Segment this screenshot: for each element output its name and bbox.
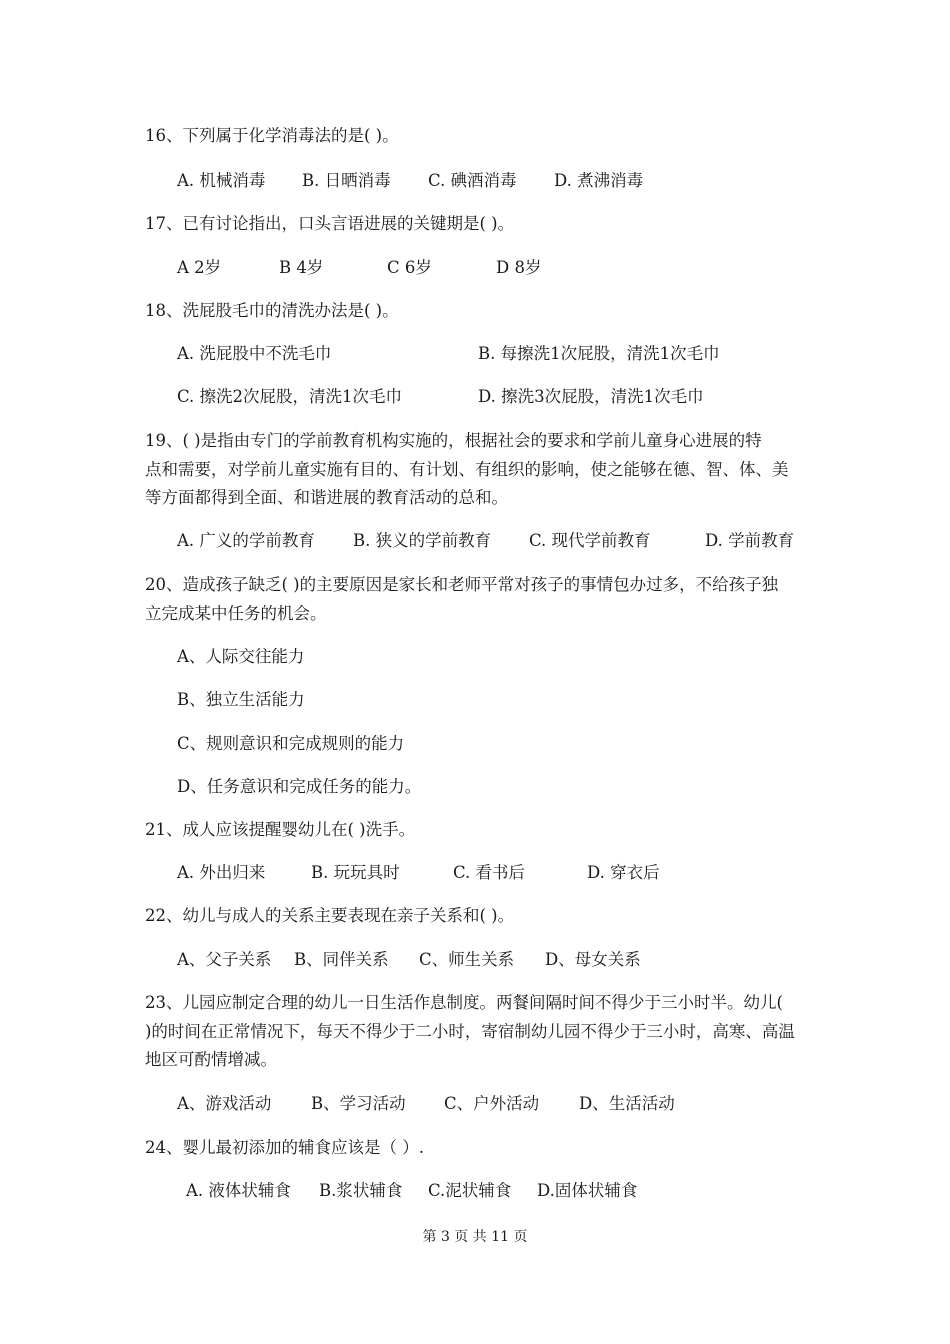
question-16-option-c: C. 碘酒消毒 — [428, 171, 517, 190]
page-number-footer: 第 3 页 共 11 页 — [422, 1229, 528, 1245]
question-19-option-a: A. 广义的学前教育 — [177, 531, 315, 550]
question-21-option-a: A. 外出归来 — [177, 863, 266, 882]
question-22-option-b: B、同伴关系 — [294, 950, 389, 969]
question-19-option-d: D. 学前教育 — [705, 531, 795, 550]
question-16-option-b: B. 日晒消毒 — [302, 171, 391, 190]
question-19-stem-line-2: 点和需要，对学前儿童实施有目的、有计划、有组织的影响，使之能够在德、智、体、美 — [145, 460, 789, 479]
question-22-stem: 22、幼儿与成人的关系主要表现在亲子关系和( )。 — [145, 906, 515, 925]
question-19-stem-line-3: 等方面都得到全面、和谐进展的教育活动的总和。 — [145, 488, 508, 507]
question-20-option-a: A、人际交往能力 — [177, 647, 305, 666]
question-24-stem: 24、婴儿最初添加的辅食应该是（ ）. — [145, 1138, 424, 1157]
question-18-option-c: C. 擦洗2次屁股，清洗1次毛巾 — [177, 387, 403, 406]
question-17-option-b: B 4岁 — [279, 258, 324, 277]
question-23-stem-line-3: 地区可酌情增减。 — [145, 1050, 277, 1069]
question-20-option-d: D、任务意识和完成任务的能力。 — [177, 777, 422, 796]
question-16-option-a: A. 机械消毒 — [177, 171, 266, 190]
question-19-option-b: B. 狭义的学前教育 — [353, 531, 492, 550]
question-19-option-c: C. 现代学前教育 — [529, 531, 651, 550]
question-20-stem-line-1: 20、造成孩子缺乏( )的主要原因是家长和老师平常对孩子的事情包办过多，不给孩子独 — [145, 575, 779, 594]
question-21-stem: 21、成人应该提醒婴幼儿在( )洗手。 — [145, 820, 416, 839]
question-22-option-a: A、父子关系 — [177, 950, 272, 969]
question-16-option-d: D. 煮沸消毒 — [554, 171, 644, 190]
question-18-option-a: A. 洗屁股中不洗毛巾 — [177, 344, 332, 363]
question-18-option-b: B. 每擦洗1次屁股，清洗1次毛巾 — [478, 344, 720, 363]
question-21-option-c: C. 看书后 — [453, 863, 526, 882]
question-20-stem-line-2: 立完成某中任务的机会。 — [145, 604, 327, 623]
question-23-option-c: C、户外活动 — [444, 1094, 540, 1113]
question-16-stem: 16、下列属于化学消毒法的是( )。 — [145, 126, 399, 145]
question-23-option-b: B、学习活动 — [311, 1094, 406, 1113]
question-23-stem-line-2: )的时间在正常情况下，每天不得少于二小时，寄宿制幼儿园不得少于三小时，高寒、高温 — [145, 1022, 795, 1041]
question-17-option-c: C 6岁 — [387, 258, 432, 277]
question-18-option-d: D. 擦洗3次屁股，清洗1次毛巾 — [478, 387, 704, 406]
question-18-stem: 18、洗屁股毛巾的清洗办法是( )。 — [145, 301, 399, 320]
question-23-option-a: A、游戏活动 — [177, 1094, 272, 1113]
question-22-option-d: D、母女关系 — [545, 950, 641, 969]
question-21-option-b: B. 玩玩具时 — [311, 863, 400, 882]
question-24-option-b: B.浆状辅食 — [319, 1181, 403, 1200]
question-17-option-a: A 2岁 — [177, 258, 222, 277]
question-21-option-d: D. 穿衣后 — [587, 863, 660, 882]
question-20-option-b: B、独立生活能力 — [177, 690, 305, 709]
question-19-stem-line-1: 19、( )是指由专门的学前教育机构实施的，根据社会的要求和学前儿童身心进展的特 — [145, 431, 762, 450]
question-17-stem: 17、已有讨论指出，口头言语进展的关键期是( )。 — [145, 214, 515, 233]
question-24-option-d: D.固体状辅食 — [537, 1181, 638, 1200]
question-24-option-a: A. 液体状辅食 — [186, 1181, 291, 1200]
question-17-option-d: D 8岁 — [496, 258, 542, 277]
question-23-stem-line-1: 23、儿园应制定合理的幼儿一日生活作息制度。两餐间隔时间不得少于三小时半。幼儿( — [145, 993, 783, 1012]
question-23-option-d: D、生活活动 — [579, 1094, 675, 1113]
question-24-option-c: C.泥状辅食 — [428, 1181, 512, 1200]
question-20-option-c: C、规则意识和完成规则的能力 — [177, 734, 405, 753]
question-22-option-c: C、师生关系 — [419, 950, 515, 969]
